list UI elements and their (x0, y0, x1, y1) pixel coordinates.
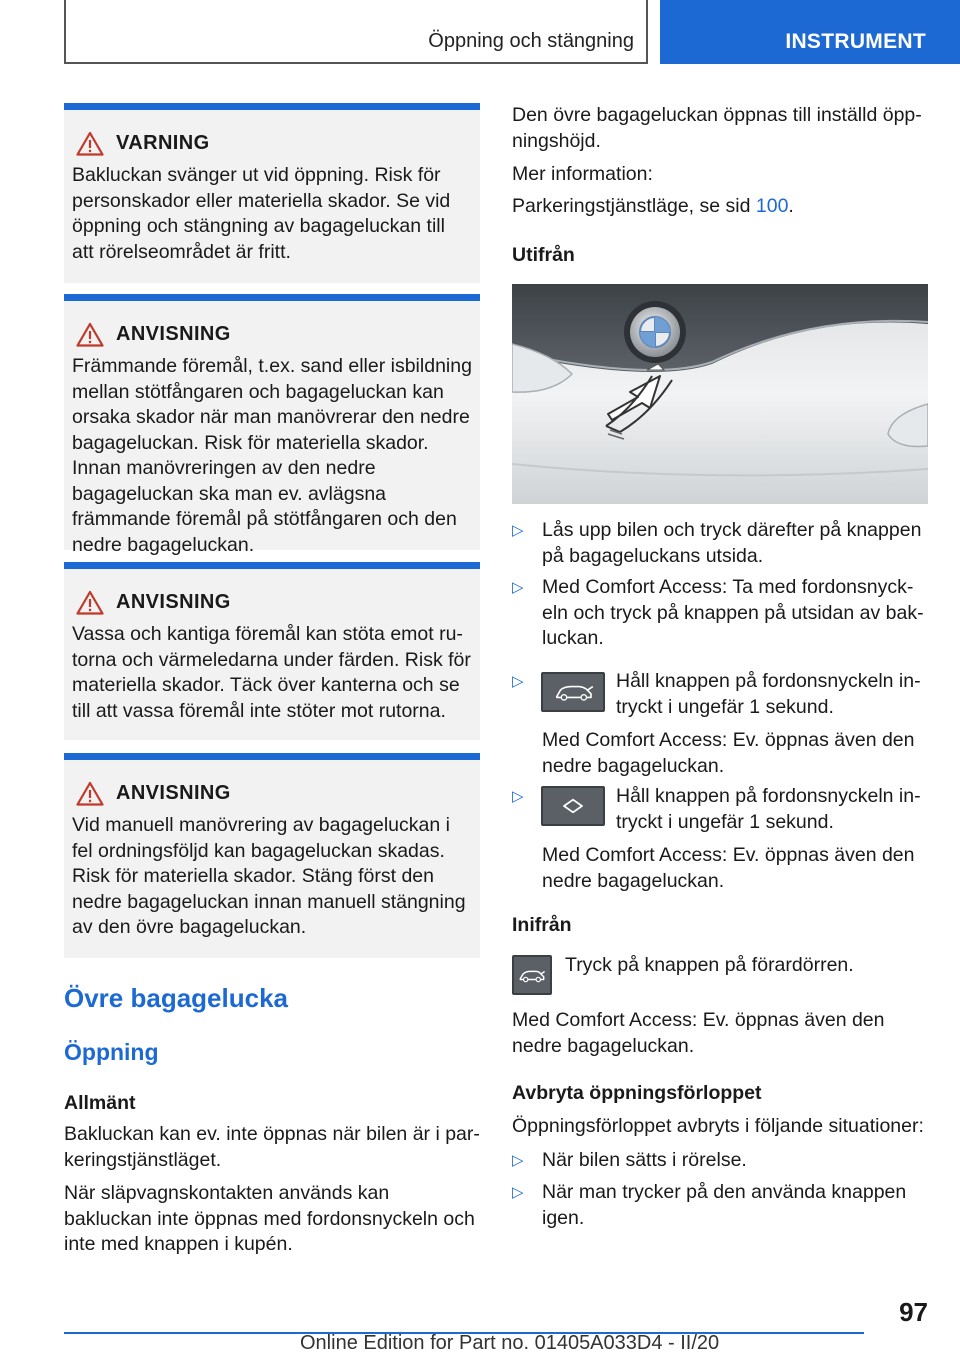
general-paragraph-2: När släpvagnskontakten används kan bakluckan inte öppnas med fordonsnyckeln och inte med knappen i kupén. (64, 1182, 475, 1255)
notice-box (64, 294, 480, 556)
warning-box (64, 103, 480, 283)
header-section-box (64, 0, 648, 64)
edition-text: Online Edition for Part no. 01405A033D4 - II/20 (300, 1332, 720, 1354)
heading-cancel-opening: Avbryta öppningsförloppet (512, 1082, 762, 1104)
list-item-text: Med Comfort Access: Ta med fordonsnyckeln och tryck på knappen på utsidan av bakluckan. (542, 576, 924, 649)
list-item (512, 1180, 928, 1231)
key-step-text: Håll knappen på fordonsnyckeln intryckt i ungefär 1 sekund. (616, 785, 921, 833)
heading-inside: Inifrån (512, 914, 572, 936)
key-step-text: Håll knappen på fordonsnyckeln intryckt i ungefär 1 sekund. (616, 670, 921, 718)
list-item-text: När man trycker på den använda knappen igen. (542, 1181, 907, 1229)
inside-note: Med Comfort Access: Ev. öppnas även den nedre bagageluckan. (512, 1009, 885, 1057)
intro-paragraph: Den övre bagageluckan öppnas till inställd öppningshöjd. (512, 104, 922, 152)
parking-text: Parkeringstjänstläge, se sid (512, 195, 756, 217)
parking-reference (512, 194, 928, 220)
list-item (512, 575, 928, 652)
note-label: VARNING (116, 131, 210, 154)
key-step-note: Med Comfort Access: Ev. öppnas även den nedre bagageluckan. (542, 729, 915, 777)
note-text: Vid manuell manövrering av bagageluckan i fel ordningsföljd kan bagageluckan skadas. Risk för materiella skador. Stäng först den nedre bagageluckan innan manuell stängning av den övre bagageluckan. (72, 814, 466, 938)
note-label: ANVISNING (116, 590, 231, 613)
bullet-triangle-icon: ▷ (512, 1184, 524, 1201)
note-label: ANVISNING (116, 322, 231, 345)
bullet-triangle-icon: ▷ (512, 1152, 524, 1169)
note-text: Främmande föremål, t.ex. sand eller isbildning mellan stötfångaren och bagageluckan kan orsaka skador när man manövrerar den nedre bagageluckan. Risk för materiella skador. Innan manövreringen av den nedre bagageluckan ska man ev. avlägsna främmande föremål på stötfångaren och den nedre bagageluckan. (72, 355, 472, 556)
warning-triangle-icon (76, 781, 104, 806)
bullet-triangle-icon: ▷ (512, 522, 524, 539)
warning-triangle-icon (76, 590, 104, 615)
warning-triangle-icon (76, 131, 104, 156)
general-paragraph-1: Bakluckan kan ev. inte öppnas när bilen är i parkeringstjänstläget. (64, 1123, 480, 1171)
note-label: ANVISNING (116, 781, 231, 804)
heading-general: Allmänt (64, 1092, 136, 1114)
heading-opening: Öppning (64, 1039, 159, 1065)
list-item (512, 518, 928, 569)
notice-box (64, 562, 480, 740)
car-trunk-key-icon (541, 672, 605, 712)
heading-upper-tailgate: Övre bagagelucka (64, 983, 288, 1013)
chapter-tab-label: INSTRUMENT (785, 30, 926, 53)
inside-instruction: Tryck på knappen på förardörren. (565, 954, 854, 976)
note-text: Bakluckan svänger ut vid öppning. Risk för personskador eller materiella skador. Se vid öppning och stängning av bagageluckan till att rörelseområdet är fritt. (72, 164, 451, 263)
page-number: 97 (899, 1297, 928, 1327)
notice-box (64, 753, 480, 958)
list-item-text: När bilen sätts i rörelse. (542, 1149, 747, 1171)
more-info-label: Mer information: (512, 163, 653, 185)
page-link[interactable]: 100 (755, 195, 789, 217)
section-title: Öppning och stängning (428, 30, 634, 52)
key-step-note: Med Comfort Access: Ev. öppnas även den nedre bagageluckan. (542, 844, 915, 892)
bullet-triangle-icon: ▷ (512, 788, 524, 805)
chapter-tab[interactable] (660, 0, 960, 64)
heading-outside: Utifrån (512, 244, 575, 266)
warning-triangle-icon (76, 322, 104, 347)
tailgate-button-illustration (512, 284, 928, 504)
car-trunk-button-icon (512, 955, 552, 995)
list-item-text: Lås upp bilen och tryck därefter på knappen på bagageluckans utsida. (542, 519, 922, 567)
bullet-triangle-icon: ▷ (512, 579, 524, 596)
cancel-intro: Öppningsförloppet avbryts i följande situationer: (512, 1115, 924, 1137)
bullet-triangle-icon: ▷ (512, 673, 524, 690)
parking-end: . (788, 195, 794, 217)
list-item (512, 1148, 928, 1174)
note-text: Vassa och kantiga föremål kan stöta emot rutorna och värmeledarna under färden. Risk för materiella skador. Täck över kanterna och se till att vassa föremål inte stöter mot rutorna. (72, 623, 471, 722)
diamond-key-icon (541, 786, 605, 826)
